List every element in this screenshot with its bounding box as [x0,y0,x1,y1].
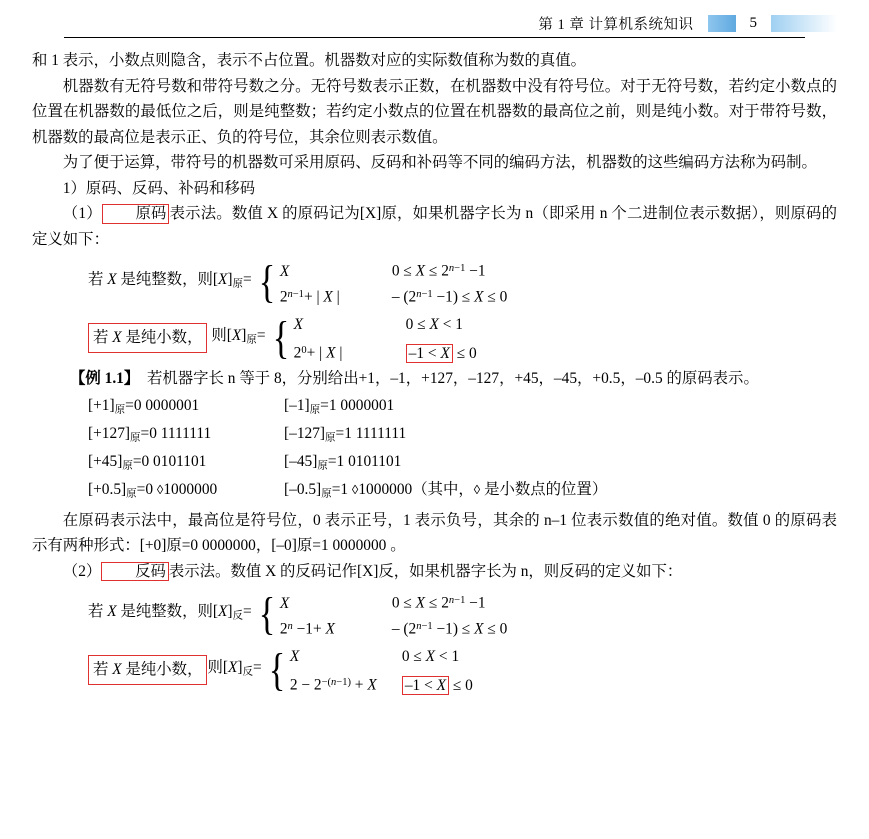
example-line-4-col-1: $[+0.5]_原=0$ ◊1000000 [88,480,218,500]
example-line-1 [32,392,837,420]
item-2-prefix: （2） [62,562,102,580]
formula-fanma-integer [32,588,837,640]
example-line-4-col-2: $[-0.5]_原=1$ ◊1000000（其中，◊ 是小数点的位置） [284,480,608,500]
example-line-1-col-2: $[-1]_原=1$ 0000001 [284,396,395,416]
paragraph-7 [32,559,837,585]
header-accent-bar-left [708,15,736,32]
brace-icon: { [258,588,276,639]
formula-2-case-2-expr: $2^0+$ | X | [293,344,343,362]
paragraph-2: 机器数有无符号数和带符号数之分。无符号数表示正数，在机器数中没有符号位。对于无符号数，若约定小数点的位置在机器数的最低位之后，则是纯整数；若约定小数点的位置在机器数的最高位之前，则是纯小数。对于带符号数，机器数的最高位是表示正、负的符号位，其余位则表示数值。 [32,77,837,146]
page-number: 5 [749,14,757,31]
formula-1-case-1-cond: $0 \le X \le 2^{n-1} -1$ [391,262,486,280]
formula-4-case-2-cond: –1 < X ≤ 0 [402,673,473,699]
formula-1-case-2 [280,282,508,308]
formula-3-case-2-cond: – $(2^{n-1} -1) \le X \le 0$ [391,620,508,638]
paragraph-3: 为了便于运算，带符号的机器数可采用原码、反码和补码等不同的编码方法，机器数的这些编码方法称为码制。 [62,154,817,171]
brace-icon: { [258,256,276,307]
formula-4-case-2-expr: $2 - 2^{-(n-1)} + X$ [289,676,377,694]
example-line-4 [32,476,837,504]
formula-3-case-1 [280,588,508,614]
formula-3-case-2-expr: $2^n -1+ X$ [279,620,335,638]
paragraph-6: 在原码表示法中，最高位是符号位，0 表示正号，1 表示负号，其余的 n–1 位表示数值的绝对值。数值 0 的原码表示有两种形式：[+0]原=0 0000000，[–0]原=1 0000000 。 [32,511,837,554]
formula-4-case-1-cond: 0 ≤ X < 1 [401,648,460,665]
item-1-prefix: （1） [62,205,102,222]
formula-3-case-1-expr: X [279,594,290,612]
annotation-box-fraction-1: 若 X 是纯小数， [88,323,207,353]
example-line-2 [32,420,837,448]
item-1-text: 表示法。数值 X 的原码记为[X]原，如果机器字长为 n（即采用 n 个二进制位表示数据），则原码的定义如下： [32,205,837,248]
brace-icon: { [268,644,286,695]
formula-4-cases [290,644,473,696]
formula-1-case-1 [280,256,508,282]
paragraph-1: 和 1 表示，小数点则隐含，表示不占位置。机器数对应的实际数值称为数的真值。 [32,52,587,69]
page-body [32,38,837,696]
example-line-2-col-1: $[+127]_原=0$ 1111111 [88,424,212,444]
header-divider [64,37,805,38]
annotation-box-fraction-2: 若 X 是纯小数， [88,655,207,685]
example-text: 若机器字长 n 等于 8，分别给出+1，–1，+127，–127，+45，–45，+0.5，–0.5 的原码表示。 [146,370,759,387]
example-line-2-col-2: $[-127]_原=1$ 1111111 [284,424,407,444]
formula-2-cases [294,312,477,364]
item-2-text: 表示法。数值 X 的反码记作[X]反，如果机器字长为 n，则反码的定义如下： [168,562,683,580]
example-label: 【例 1.1】 [70,370,140,387]
formula-2-case-2-cond: –1 < X ≤ 0 [406,341,477,367]
formula-1-case-2-cond: – $(2^{n-1} -1) \le X \le 0$ [391,288,508,306]
example-line-3-col-1: $[+45]_原=0$ 0101101 [88,452,207,472]
formula-2-case-1-expr: X [293,316,304,333]
example-paragraph [32,366,837,392]
paragraph-5 [32,201,837,252]
formula-4-lead: 则$[X]_反=$ [207,658,262,678]
annotation-box-fanma: 反码 [101,562,169,582]
example-line-3 [32,448,837,476]
annotation-box-range-1: –1 < X [406,344,453,364]
page-header [32,0,837,38]
annotation-box-range-2: –1 < X [402,676,449,696]
example-line-3-col-2: $[-45]_原=1$ 0101101 [284,452,402,472]
annotation-box-yuanma: 原码 [102,204,170,224]
header-chapter-title: 第 1 章 计算机系统知识 [538,16,694,33]
formula-yuanma-integer [32,256,837,308]
formula-2-lead: 则$[X]_原=$ [207,326,266,346]
formula-2-case-1 [294,312,477,338]
example-line-1-col-1: $[+1]_原=0$ 0000001 [88,396,200,416]
formula-3-cases [280,588,508,640]
formula-1-case-1-expr: X [279,262,290,280]
formula-fanma-fraction [32,644,837,696]
header-accent-bar-right [771,15,837,32]
paragraph-4-list-heading: 1）原码、反码、补码和移码 [62,179,256,197]
formula-4-case-1 [290,644,473,670]
formula-3-case-1-cond: $0 \le X \le 2^{n-1} -1$ [391,594,486,612]
brace-icon: { [272,312,289,363]
formula-3-lead: 若 X 是纯整数，则$[X]_反=$ [88,602,252,622]
formula-4-case-2 [290,670,473,696]
formula-1-case-2-expr: $2^{n-1}+$ | X | [279,288,340,306]
formula-1-cases [280,256,508,308]
formula-1-lead: 若 X 是纯整数，则$[X]_原=$ [88,270,252,290]
formula-3-case-2 [280,614,508,640]
formula-2-case-1-cond: 0 ≤ X < 1 [405,316,463,333]
formula-4-case-1-expr: X [289,648,300,665]
formula-2-case-2 [294,338,477,364]
formula-yuanma-fraction [32,312,837,364]
